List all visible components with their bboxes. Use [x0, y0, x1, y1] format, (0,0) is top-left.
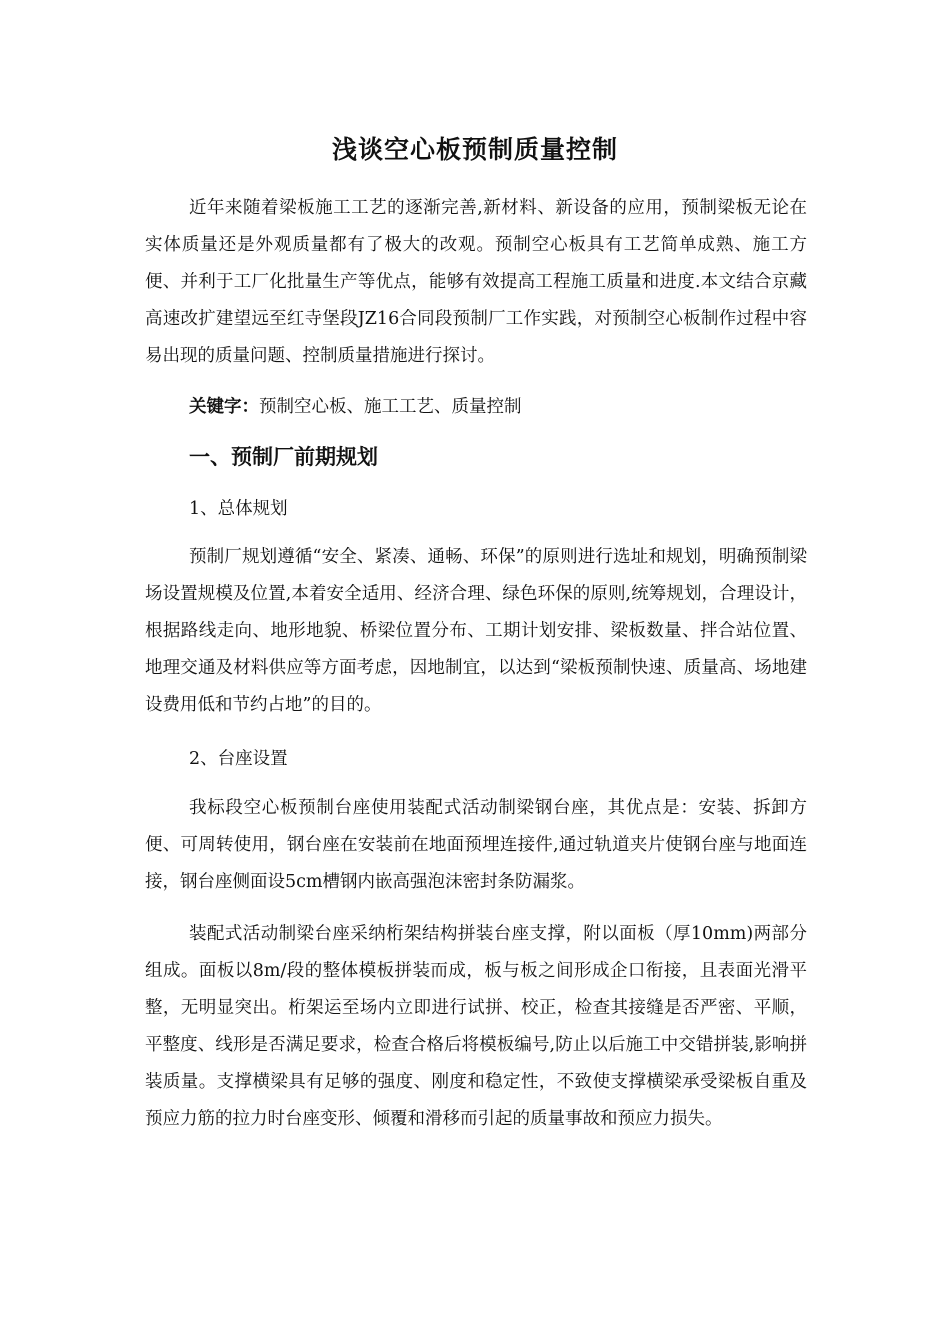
- subsection-heading-1: 1、总体规划: [189, 499, 288, 519]
- intro-paragraph: 近年来随着梁板施工工艺的逐渐完善,新材料、新设备的应用，预制梁板无论在实体质量还是外观质量都有了极大的改观。预制空心板具有工艺简单成熟、施工方便、并利于工厂化批量生产等优点，能够有效提高工程施工质量和进度.本文结合京藏高速改扩建望远至红寺堡段JZ16合同段预制厂工作实践，对预制空心板制作过程中容易出现的质量问题、控制质量措施进行探讨。: [145, 198, 807, 366]
- document-title: 浅谈空心板预制质量控制: [331, 135, 618, 164]
- keywords-label: 关键字：: [189, 397, 259, 417]
- section-heading-1: 一、预制厂前期规划: [189, 445, 378, 469]
- subsection-2-paragraph-2: 装配式活动制梁台座采纳桁架结构拼装台座支撑，附以面板（厚10mm)两部分组成。面板以8m/段的整体模板拼装而成，板与板之间形成企口衔接，且表面光滑平整，无明显突出。桁架运至场内立即进行试拼、校正，检查其接缝是否严密、平顺，平整度、线形是否满足要求，检查合格后将模板编号,防止以后施工中交错拼装,影响拼装质量。支撑横梁具有足够的强度、刚度和稳定性，不致使支撑横梁承受梁板自重及预应力筋的拉力时台座变形、倾覆和滑移而引起的质量事故和预应力损失。: [145, 924, 807, 1129]
- keywords-line: [189, 391, 522, 423]
- subsection-heading-2: 2、台座设置: [189, 749, 288, 769]
- subsection-1-paragraph: 预制厂规划遵循“安全、紧凑、通畅、环保”的原则进行选址和规划，明确预制梁场设置规模及位置,本着安全适用、经济合理、绿色环保的原则,统筹规划，合理设计，根据路线走向、地形地貌、桥梁位置分布、工期计划安排、梁板数量、拌合站位置、地理交通及材料供应等方面考虑，因地制宜，以达到“梁板预制快速、质量高、场地建设费用低和节约占地”的目的。: [145, 547, 807, 715]
- keywords-text: 预制空心板、施工工艺、质量控制: [259, 397, 522, 417]
- subsection-2-paragraph-1: 我标段空心板预制台座使用装配式活动制梁钢台座，其优点是：安装、拆卸方便、可周转使用，钢台座在安装前在地面预埋连接件,通过轨道夹片使钢台座与地面连接，钢台座侧面设5cm槽钢内嵌高强泡沫密封条防漏浆。: [145, 798, 807, 892]
